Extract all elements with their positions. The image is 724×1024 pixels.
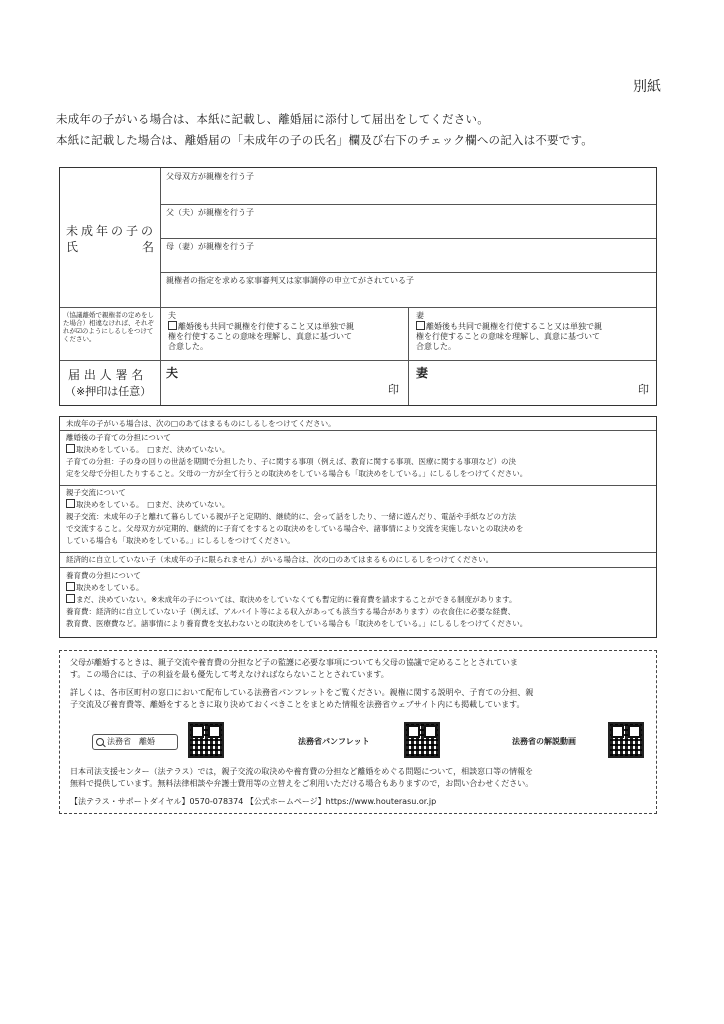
arrangements-box bbox=[59, 416, 657, 638]
info-line-2: す。この場合には、子の利益を最も優先して考えなければならないこととされています。 bbox=[70, 670, 389, 679]
childcare-desc-2: 定を父母で分担したりすること。父母の一方が全て行うとの取決めをしている場合も「取決めをしている。」にしるしをつけてください。 bbox=[66, 469, 528, 478]
support-undecided-checkbox[interactable] bbox=[66, 594, 75, 603]
support-desc-2: 教育費、医療費など。諸事情により養育費を支払わないとの取決めをしている場合も「取決めをしている。」にしるしをつけてください。 bbox=[66, 619, 528, 628]
consent-note: （協議離婚で親権者の定めをした場合）相違なければ、それぞれが☑のようにしるしをつけてください。 bbox=[63, 311, 154, 343]
wife-signature-label: 妻 bbox=[416, 366, 429, 380]
info-line-5: 日本司法支援センター（法テラス）では，親子交流の取決めや養育費の分担など離婚をめぐる問題について，相談窓口等の情報を bbox=[70, 767, 534, 776]
child-custody-table bbox=[59, 167, 657, 406]
wife-consent: 妻 離婚後も共同で親権を行使すること又は単独で親 権を行使することの意味を理解し、真意に基づいて 合意した。 bbox=[416, 311, 602, 351]
child-name-label-shi: 氏 bbox=[66, 240, 79, 254]
child-name-label-mei: 名 bbox=[142, 240, 155, 254]
childcare-title: 離婚後の子育ての分担について bbox=[66, 433, 171, 442]
childcare-options: 取決めをしている。 □まだ、決めていない。 bbox=[66, 444, 650, 456]
section2-header: 未成年の子がいる場合は、次の□のあてはまるものにしるしをつけてください。 bbox=[66, 419, 336, 428]
contact-line: 【法テラス・サポートダイヤル】0570-078374 【公式ホームページ】https://www.houterasu.or.jp bbox=[70, 797, 437, 806]
search-box[interactable]: 法務省 離婚 bbox=[92, 734, 178, 750]
support-title: 養育費の分担について bbox=[66, 571, 141, 580]
signature-label: 届 出 人 署 名 bbox=[68, 368, 144, 382]
intro-line-1: 未成年の子がいる場合は、本紙に記載し、離婚届に添付して届出をしてください。 bbox=[56, 112, 489, 126]
row-father: 父（夫）が親権を行う子 bbox=[166, 208, 254, 217]
child-name-label: 未成年の子の bbox=[66, 224, 157, 238]
support-header: 経済的に自立していない子（未成年の子に限られません）がいる場合は、次の□のあてはまるものにしるしをつけてください。 bbox=[66, 555, 494, 564]
pamphlet-label: 法務省パンフレット bbox=[298, 737, 370, 746]
husband-signature-label: 夫 bbox=[166, 366, 179, 380]
support-desc-1: 養育費：経済的に自立していない子（例えば、アルバイト等による収入があっても該当する場合があります）の衣食住に必要な経費、 bbox=[66, 607, 516, 616]
wife-consent-checkbox[interactable] bbox=[416, 321, 425, 330]
seal-optional-label: （※押印は任意） bbox=[65, 385, 152, 398]
info-line-6: 無料で提供しています。無料法律相談や弁護士費用等の立替えをご利用いただける場合もありますので，お問い合わせください。 bbox=[70, 779, 534, 788]
info-line-1: 父母が離婚するときは、親子交流や養育費の分担など子の監護に必要な事項についても父母の協議で定めることとされていま bbox=[70, 658, 518, 667]
info-line-4: 子交流及び養育費等、離婚をするときに取り決めておくべきことをまとめた情報を法務省ウェブサイト内にも掲載しています。 bbox=[70, 700, 525, 709]
husband-seal: 印 bbox=[388, 383, 399, 396]
besshi-label: 別紙 bbox=[633, 79, 661, 95]
support-option-1: 取決めをしている。 bbox=[66, 582, 650, 594]
wife-seal: 印 bbox=[638, 383, 649, 396]
husband-consent-checkbox[interactable] bbox=[168, 321, 177, 330]
video-label: 法務省の解説動画 bbox=[512, 737, 576, 746]
qr-code-pamphlet[interactable] bbox=[404, 722, 440, 758]
row-pending-ruling: 親権者の指定を求める家事審判又は家事調停の申立てがされている子 bbox=[166, 276, 414, 285]
visitation-options: 取決めをしている。 □まだ、決めていない。 bbox=[66, 499, 650, 511]
visitation-agreed-checkbox[interactable] bbox=[66, 499, 75, 508]
info-line-3: 詳しくは、各市区町村の窓口において配布している法務省パンフレットをご覧ください。親権に関する説明や、子育ての分担、親 bbox=[70, 688, 534, 697]
visitation-desc-2: で交流すること。父母双方が定期的、継続的に子育てをするとの取決めをしている場合や、諸事情により交流を実施しないとの取決めを bbox=[66, 524, 524, 533]
support-option-2: まだ、決めていない。※未成年の子については、取決めをしていなくても暫定的に養育費を請求することができる制度があります。 bbox=[66, 594, 650, 606]
visitation-title: 親子交流について bbox=[66, 488, 126, 497]
visitation-desc-3: している場合も「取決めをしている。」にしるしをつけてください。 bbox=[66, 536, 295, 545]
info-box bbox=[59, 650, 657, 814]
qr-code-video[interactable] bbox=[608, 722, 644, 758]
support-agreed-checkbox[interactable] bbox=[66, 582, 75, 591]
childcare-agreed-checkbox[interactable] bbox=[66, 444, 75, 453]
qr-code-search[interactable] bbox=[188, 722, 224, 758]
visitation-desc-1: 親子交流：未成年の子と離れて暮らしている親が子と定期的、継続的に、会って話をしたり、一緒に遊んだり、電話や手紙などの方法 bbox=[66, 512, 516, 521]
husband-consent: 夫 離婚後も共同で親権を行使すること又は単独で親 権を行使することの意味を理解し、真意に基づいて 合意した。 bbox=[168, 311, 354, 351]
row-mother: 母（妻）が親権を行う子 bbox=[166, 242, 254, 251]
intro-line-2: 本紙に記載した場合は、離婚届の「未成年の子の氏名」欄及び右下のチェック欄への記入は不要です。 bbox=[56, 133, 593, 147]
childcare-desc-1: 子育ての分担：子の身の回りの世話を期間で分担したり、子に関する事項（例えば、教育に関する事項、医療に関する事項など）の決 bbox=[66, 457, 516, 466]
search-icon bbox=[96, 738, 104, 746]
row-both-parents: 父母双方が親権を行う子 bbox=[166, 172, 254, 181]
